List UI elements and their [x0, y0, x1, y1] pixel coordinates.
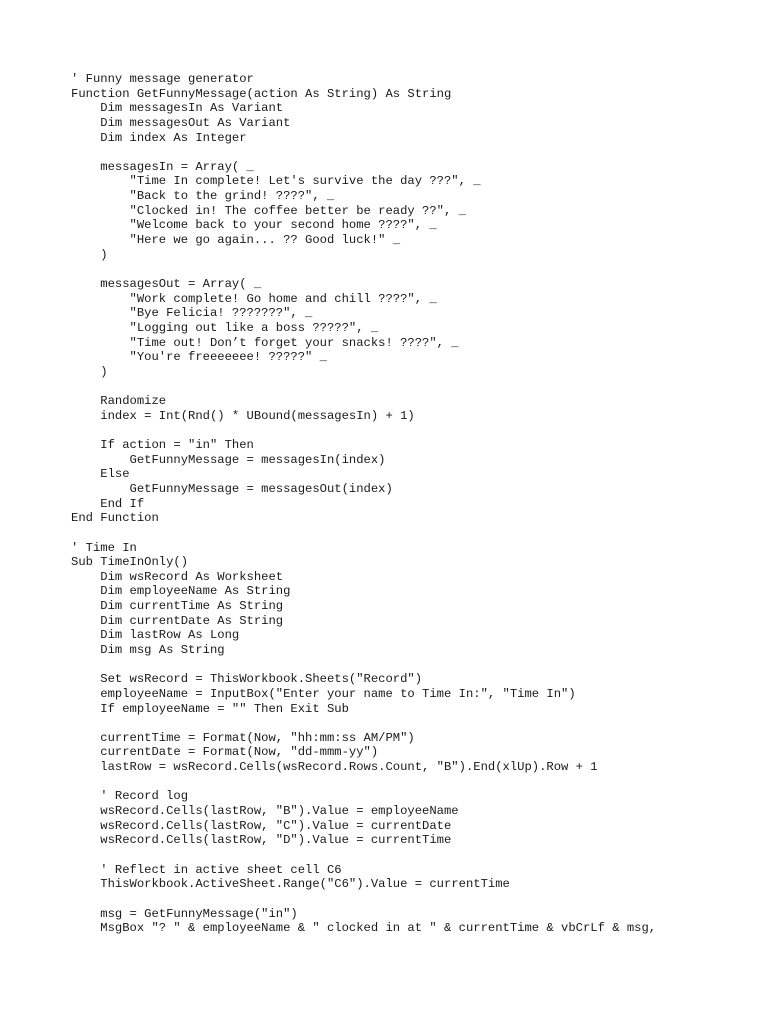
code-line: Set wsRecord = ThisWorkbook.Sheets("Record"): [71, 672, 423, 687]
code-line: ThisWorkbook.ActiveSheet.Range("C6").Value = currentTime: [71, 877, 510, 892]
code-line: messagesOut = Array( _: [71, 276, 262, 291]
code-line: End If: [71, 496, 145, 511]
code-line: "Back to the grind! ????", _: [71, 189, 335, 204]
code-line: GetFunnyMessage = messagesIn(index): [71, 452, 386, 467]
code-line: End Function: [71, 511, 159, 526]
code-line: "Work complete! Go home and chill ????", _: [71, 291, 437, 306]
code-line: wsRecord.Cells(lastRow, "C").Value = currentDate: [71, 818, 452, 833]
code-line: messagesIn = Array( _: [71, 159, 254, 174]
code-line: [71, 379, 656, 394]
code-line: wsRecord.Cells(lastRow, "D").Value = currentTime: [71, 833, 452, 848]
code-line: [71, 658, 656, 673]
code-line: "Time In complete! Let's survive the day ???", _: [71, 174, 481, 189]
code-line: employeeName = InputBox("Enter your name to Time In:", "Time In"): [71, 686, 576, 701]
code-line: ' Time In: [71, 540, 137, 555]
code-line: [71, 716, 656, 731]
code-line: currentDate = Format(Now, "dd-mmm-yy"): [71, 745, 379, 760]
code-line: Dim messagesIn As Variant: [71, 101, 284, 116]
code-line: wsRecord.Cells(lastRow, "B").Value = employeeName: [71, 804, 459, 819]
code-line: If employeeName = "" Then Exit Sub: [71, 701, 349, 716]
code-line: "You're freeeeeee! ?????" _: [71, 350, 327, 365]
code-line: Randomize: [71, 394, 167, 409]
code-line: ' Funny message generator: [71, 72, 254, 86]
code-line: If action = "in" Then: [71, 438, 254, 453]
code-line: Dim messagesOut As Variant: [71, 115, 291, 130]
code-line: [71, 262, 656, 277]
code-line: GetFunnyMessage = messagesOut(index): [71, 481, 393, 496]
code-line: Dim msg As String: [71, 642, 225, 657]
code-line: MsgBox "? " & employeeName & " clocked in at " & currentTime & vbCrLf & msg,: [71, 921, 657, 936]
code-line: "Clocked in! The coffee better be ready ??", _: [71, 203, 466, 218]
code-line: Dim lastRow As Long: [71, 628, 240, 643]
code-line: "Welcome back to your second home ????", _: [71, 218, 437, 233]
code-line: [71, 423, 656, 438]
code-line: ' Record log: [71, 789, 189, 804]
code-line: ' Reflect in active sheet cell C6: [71, 862, 342, 877]
code-line: lastRow = wsRecord.Cells(wsRecord.Rows.Count, "B").End(xlUp).Row + 1: [71, 760, 598, 775]
code-line: Dim currentTime As String: [71, 599, 284, 614]
code-line: "Bye Felicia! ???????", _: [71, 306, 313, 321]
code-line: "Time out! Don’t forget your snacks! ????", _: [71, 335, 459, 350]
code-line: Sub TimeInOnly(): [71, 555, 189, 570]
code-line: Dim wsRecord As Worksheet: [71, 569, 284, 584]
code-line: Dim index As Integer: [71, 130, 247, 145]
code-line: msg = GetFunnyMessage("in"): [71, 906, 298, 921]
code-line: [71, 526, 656, 541]
code-line: currentTime = Format(Now, "hh:mm:ss AM/PM"): [71, 730, 415, 745]
code-line: index = Int(Rnd() * UBound(messagesIn) + 1): [71, 408, 415, 423]
code-line: Dim employeeName As String: [71, 584, 291, 599]
code-line: [71, 848, 656, 863]
code-line: [71, 145, 656, 160]
vba-code-block: [71, 72, 656, 936]
code-line: "Logging out like a boss ?????", _: [71, 320, 379, 335]
code-line: [71, 892, 656, 907]
code-line: ): [71, 247, 108, 262]
code-line: ): [71, 364, 108, 379]
code-line: Function GetFunnyMessage(action As String) As String: [71, 86, 452, 101]
code-line: Else: [71, 467, 130, 482]
code-line: [71, 775, 656, 790]
code-line: Dim currentDate As String: [71, 613, 284, 628]
code-line: "Here we go again... ?? Good luck!" _: [71, 233, 401, 248]
